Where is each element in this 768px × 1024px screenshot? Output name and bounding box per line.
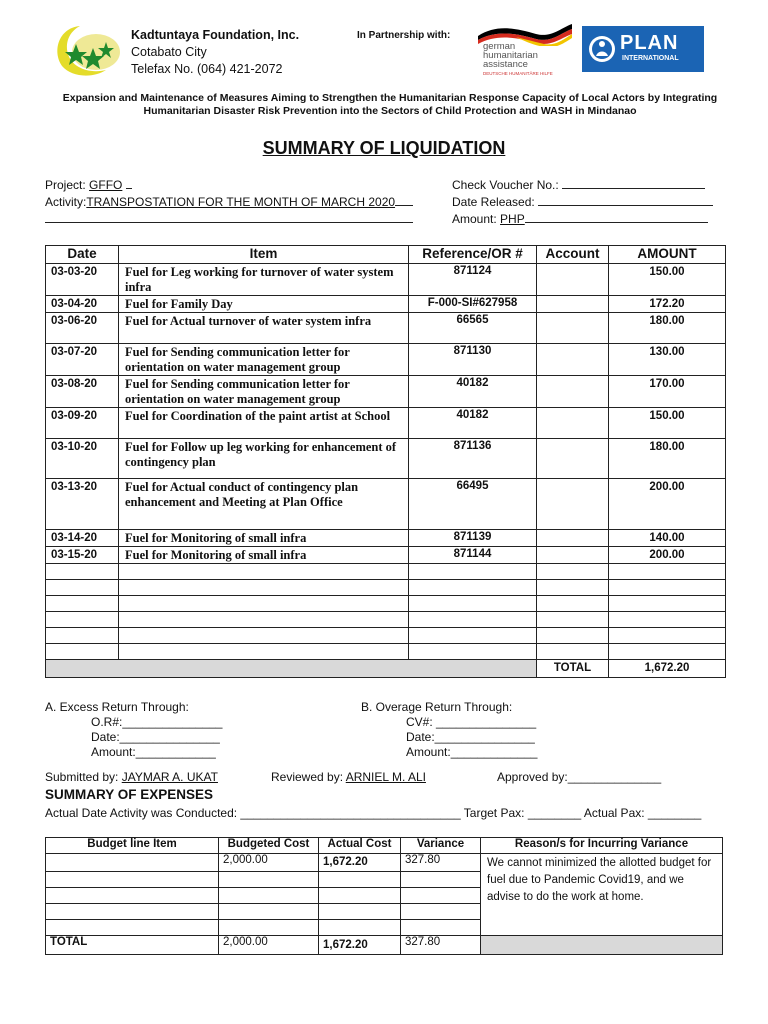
org-info <box>131 27 299 78</box>
exp-variance: 327.80 <box>401 854 481 872</box>
row-date: 03-14-20 <box>46 530 119 547</box>
row-account <box>537 264 609 296</box>
row-amount: 172.20 <box>609 296 726 313</box>
approved-by: Approved by:______________ <box>497 770 662 784</box>
row-amount: 150.00 <box>609 408 726 439</box>
table-header-row <box>46 246 726 264</box>
amount-line <box>525 210 708 223</box>
date-released-field <box>452 193 713 209</box>
plan-sub: INTERNATIONAL <box>622 55 679 62</box>
exp-total-actual: 1,672.20 <box>319 936 401 955</box>
activity-underline <box>395 193 413 206</box>
row-ref: 40182 <box>409 408 537 439</box>
table-row <box>46 264 726 296</box>
table-row <box>46 408 726 439</box>
expenses-table <box>45 837 723 955</box>
row-item: Fuel for Sending communication letter for orientation on water management group <box>119 376 409 408</box>
project-underline <box>126 176 132 189</box>
check-voucher-field <box>452 176 705 192</box>
exp-col-actual: Actual Cost <box>319 838 401 854</box>
exp-reason: We cannot minimized the allotted budget for fuel due to Pandemic Covid19, and we advise to do the work at home. <box>481 854 723 936</box>
activity-label: Activity: <box>45 195 87 209</box>
row-ref: 40182 <box>409 376 537 408</box>
row-ref: F-000-SI#627958 <box>409 296 537 313</box>
gha-line2: humanitarian <box>483 50 538 61</box>
col-account: Account <box>537 246 609 264</box>
exp-budgeted: 2,000.00 <box>219 854 319 872</box>
row-account <box>537 376 609 408</box>
overage-date: Date:_______________ <box>406 730 535 744</box>
expenses-header-row <box>46 838 723 854</box>
total-label: TOTAL <box>537 660 609 678</box>
row-ref: 66565 <box>409 313 537 344</box>
liquidation-table <box>45 245 726 678</box>
row-item: Fuel for Family Day <box>119 296 409 313</box>
row-item: Fuel for Actual turnover of water system infra <box>119 313 409 344</box>
table-row-empty <box>46 644 726 660</box>
gha-line4: DEUTSCHE HUMANITÄRE HILFE <box>483 71 553 76</box>
exp-col-budget-line: Budget line Item <box>46 838 219 854</box>
excess-amount: Amount:____________ <box>91 745 216 759</box>
row-date: 03-08-20 <box>46 376 119 408</box>
table-row <box>46 547 726 564</box>
subtitle-line1: Expansion and Maintenance of Measures Aiming to Strengthen the Humanitarian Response Capacity of Local Actors by Integrating <box>62 92 718 104</box>
project-label: Project: <box>45 178 86 192</box>
overage-label: B. Overage Return Through: <box>361 700 513 714</box>
amount-label: Amount: <box>452 212 497 226</box>
amount-value: PHP <box>500 212 525 226</box>
row-date: 03-10-20 <box>46 439 119 479</box>
row-item: Fuel for Leg working for turnover of water system infra <box>119 264 409 296</box>
exp-total-variance: 327.80 <box>401 936 481 955</box>
col-amount: AMOUNT <box>609 246 726 264</box>
total-shaded-cell <box>46 660 537 678</box>
row-item: Fuel for Monitoring of small infra <box>119 530 409 547</box>
date-released-line <box>538 193 713 206</box>
exp-col-budgeted: Budgeted Cost <box>219 838 319 854</box>
col-reference: Reference/OR # <box>409 246 537 264</box>
row-amount: 140.00 <box>609 530 726 547</box>
table-row-empty <box>46 580 726 596</box>
amount-field <box>452 210 708 226</box>
row-account <box>537 296 609 313</box>
org-name: Kadtuntaya Foundation, Inc. <box>131 28 300 42</box>
table-row <box>46 479 726 530</box>
overage-cv: CV#: _______________ <box>406 715 537 729</box>
reviewed-label: Reviewed by: <box>271 770 344 784</box>
page-title: SUMMARY OF LIQUIDATION <box>262 138 506 158</box>
overage-return-block <box>361 700 537 760</box>
exp-col-reason: Reason/s for Incurring Variance <box>481 838 723 854</box>
row-amount: 170.00 <box>609 376 726 408</box>
row-item: Fuel for Actual conduct of contingency plan enhancement and Meeting at Plan Office <box>119 479 409 530</box>
expenses-row <box>46 854 723 872</box>
gha-line1: german <box>483 41 516 52</box>
excess-return-block <box>45 700 222 760</box>
row-date: 03-07-20 <box>46 344 119 376</box>
partnership-label: In Partnership with: <box>357 30 451 41</box>
actual-date-line: Actual Date Activity was Conducted: _________________________________ Target Pax: ________ Actual Pax: ________ <box>45 806 702 820</box>
activity-line2 <box>45 222 413 223</box>
row-amount: 180.00 <box>609 439 726 479</box>
row-date: 03-04-20 <box>46 296 119 313</box>
row-ref: 66495 <box>409 479 537 530</box>
check-voucher-label: Check Voucher No.: <box>452 178 559 192</box>
org-city: Cotabato City <box>131 45 207 59</box>
exp-total-budgeted: 2,000.00 <box>219 936 319 955</box>
date-released-label: Date Released: <box>452 195 535 209</box>
activity-field <box>45 193 413 209</box>
row-ref: 871130 <box>409 344 537 376</box>
table-row-empty <box>46 564 726 580</box>
exp-actual: 1,672.20 <box>319 854 401 872</box>
reviewed-by <box>271 770 426 784</box>
project-field <box>45 176 132 192</box>
row-account <box>537 547 609 564</box>
reviewed-name: ARNIEL M. ALI <box>345 770 426 784</box>
table-row <box>46 376 726 408</box>
row-amount: 180.00 <box>609 313 726 344</box>
table-row <box>46 296 726 313</box>
row-date: 03-03-20 <box>46 264 119 296</box>
exp-total-label: TOTAL <box>46 936 219 955</box>
row-account <box>537 344 609 376</box>
row-date: 03-09-20 <box>46 408 119 439</box>
table-total-row <box>46 660 726 678</box>
project-subtitle <box>40 92 740 118</box>
table-row <box>46 530 726 547</box>
exp-col-variance: Variance <box>401 838 481 854</box>
table-row-empty <box>46 612 726 628</box>
row-amount: 130.00 <box>609 344 726 376</box>
row-account <box>537 439 609 479</box>
row-date: 03-06-20 <box>46 313 119 344</box>
table-row-empty <box>46 628 726 644</box>
row-account <box>537 530 609 547</box>
excess-or: O.R#:_______________ <box>91 715 223 729</box>
col-item: Item <box>119 246 409 264</box>
table-row <box>46 313 726 344</box>
submitted-name: JAYMAR A. UKAT <box>121 770 218 784</box>
row-account <box>537 479 609 530</box>
total-value: 1,672.20 <box>609 660 726 678</box>
plan-name: PLAN <box>620 32 679 54</box>
subtitle-line2: Humanitarian Disaster Risk Prevention into the Sectors of Child Protection and WASH in Mindanao <box>143 105 637 117</box>
table-row <box>46 439 726 479</box>
row-item: Fuel for Monitoring of small infra <box>119 547 409 564</box>
org-phone: Telefax No. (064) 421-2072 <box>131 62 283 76</box>
project-value: GFFO <box>89 178 123 192</box>
activity-value: TRANSPOSTATION FOR THE MONTH OF MARCH 2020 <box>86 195 396 209</box>
excess-date: Date:_______________ <box>91 730 220 744</box>
row-amount: 200.00 <box>609 479 726 530</box>
row-date: 03-13-20 <box>46 479 119 530</box>
german-humanitarian-assistance-logo <box>476 22 576 77</box>
submitted-by <box>45 770 218 784</box>
table-row <box>46 344 726 376</box>
row-item: Fuel for Sending communication letter for orientation on water management group <box>119 344 409 376</box>
row-ref: 871139 <box>409 530 537 547</box>
excess-label: A. Excess Return Through: <box>45 700 189 714</box>
plan-international-logo <box>582 26 704 72</box>
row-amount: 200.00 <box>609 547 726 564</box>
col-date: Date <box>46 246 119 264</box>
row-account <box>537 313 609 344</box>
row-date: 03-15-20 <box>46 547 119 564</box>
expenses-title: SUMMARY OF EXPENSES <box>45 787 214 802</box>
row-amount: 150.00 <box>609 264 726 296</box>
submitted-label: Submitted by: <box>45 770 119 784</box>
expenses-total-row <box>46 936 723 955</box>
check-voucher-line <box>562 176 705 189</box>
gha-line3: assistance <box>483 59 528 70</box>
row-account <box>537 408 609 439</box>
kadtuntaya-logo <box>50 22 125 80</box>
row-ref: 871136 <box>409 439 537 479</box>
row-ref: 871124 <box>409 264 537 296</box>
row-item: Fuel for Coordination of the paint artist at School <box>119 408 409 439</box>
row-ref: 871144 <box>409 547 537 564</box>
overage-amount: Amount:_____________ <box>406 745 538 759</box>
table-row-empty <box>46 596 726 612</box>
row-item: Fuel for Follow up leg working for enhancement of contingency plan <box>119 439 409 479</box>
exp-total-shaded <box>481 936 723 955</box>
